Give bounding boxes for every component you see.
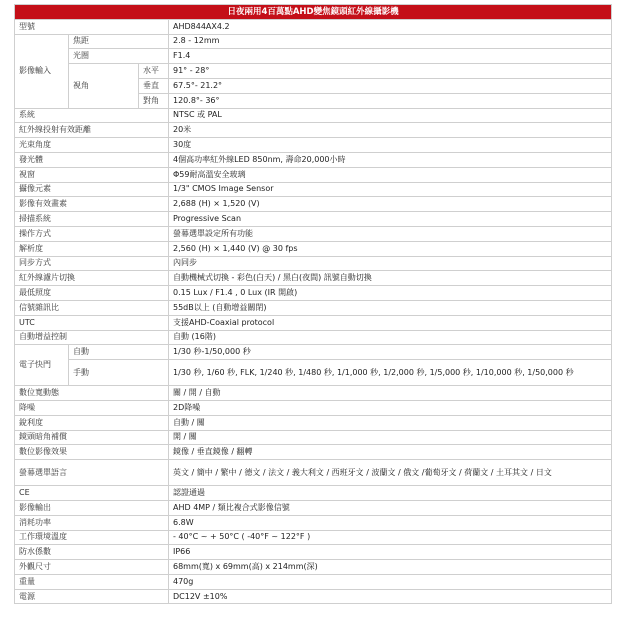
spec-label: 鏡頭暗角補償 bbox=[15, 430, 169, 445]
spec-value: 螢幕選單設定所有功能 bbox=[169, 226, 612, 241]
spec-value: 91° - 28° bbox=[169, 64, 612, 79]
spec-label: 消耗功率 bbox=[15, 515, 169, 530]
spec-row bbox=[15, 256, 612, 271]
spec-value: DC12V ±10% bbox=[169, 589, 612, 604]
spec-label: 信號雜訊比 bbox=[15, 300, 169, 315]
spec-row bbox=[15, 123, 612, 138]
spec-row bbox=[15, 530, 612, 545]
spec-value: 英文 / 簡中 / 繁中 / 德文 / 法文 / 義大利文 / 西班牙文 / 波蘭文 / 俄文 /葡萄牙文 / 荷蘭文 / 土耳其文 / 日文 bbox=[169, 460, 612, 486]
spec-group-label: 電子快門 bbox=[15, 345, 69, 386]
spec-row bbox=[15, 386, 612, 401]
spec-value: AHD844AX4.2 bbox=[169, 19, 612, 34]
spec-row bbox=[15, 430, 612, 445]
spec-row bbox=[15, 345, 612, 360]
spec-value: 開 / 關 bbox=[169, 430, 612, 445]
spec-group-label: 影像輸入 bbox=[15, 34, 69, 108]
page-title: 日夜兩用4百萬點AHD變焦鏡頭紅外線攝影機 bbox=[15, 5, 612, 20]
spec-label: 光束角度 bbox=[15, 138, 169, 153]
spec-value: 2,560 (H) × 1,440 (V) @ 30 fps bbox=[169, 241, 612, 256]
spec-row bbox=[15, 152, 612, 167]
spec-row bbox=[15, 271, 612, 286]
spec-row bbox=[15, 445, 612, 460]
spec-row bbox=[15, 560, 612, 575]
spec-row bbox=[15, 415, 612, 430]
spec-row bbox=[15, 286, 612, 301]
spec-sublabel: 自動 bbox=[69, 345, 169, 360]
spec-row bbox=[15, 226, 612, 241]
spec-row bbox=[15, 241, 612, 256]
spec-row bbox=[15, 138, 612, 153]
spec-row bbox=[15, 460, 612, 486]
spec-label: 型號 bbox=[15, 19, 169, 34]
spec-value: 30度 bbox=[169, 138, 612, 153]
spec-label: 解析度 bbox=[15, 241, 169, 256]
spec-row bbox=[15, 574, 612, 589]
spec-row bbox=[15, 589, 612, 604]
spec-value: 2D降噪 bbox=[169, 400, 612, 415]
spec-label: 同步方式 bbox=[15, 256, 169, 271]
spec-row bbox=[15, 330, 612, 345]
spec-value: 鏡像 / 垂直鏡像 / 翻轉 bbox=[169, 445, 612, 460]
spec-value: 關 / 開 / 自動 bbox=[169, 386, 612, 401]
spec-label: 電源 bbox=[15, 589, 169, 604]
spec-label: 工作環境溫度 bbox=[15, 530, 169, 545]
spec-value: 1/30 秒-1/50,000 秒 bbox=[169, 345, 612, 360]
spec-value: 67.5°- 21.2° bbox=[169, 78, 612, 93]
spec-label: 自動增益控制 bbox=[15, 330, 169, 345]
spec-label: 降噪 bbox=[15, 400, 169, 415]
spec-value: AHD 4MP / 類比複合式影像信號 bbox=[169, 500, 612, 515]
spec-value: 內同步 bbox=[169, 256, 612, 271]
spec-value: IP66 bbox=[169, 545, 612, 560]
spec-label: 數位寬動態 bbox=[15, 386, 169, 401]
spec-sublabel: 視角 bbox=[69, 64, 139, 108]
spec-value: F1.4 bbox=[169, 49, 612, 64]
spec-value: 4個高功率紅外線LED 850nm, 壽命20,000小時 bbox=[169, 152, 612, 167]
spec-label: 視窗 bbox=[15, 167, 169, 182]
spec-row bbox=[15, 486, 612, 501]
spec-value: 6.8W bbox=[169, 515, 612, 530]
spec-label: 外觀尺寸 bbox=[15, 560, 169, 575]
spec-row bbox=[15, 515, 612, 530]
spec-label: 影像輸出 bbox=[15, 500, 169, 515]
spec-value: 自動 / 關 bbox=[169, 415, 612, 430]
spec-value: 支援AHD-Coaxial protocol bbox=[169, 315, 612, 330]
spec-value: 0.15 Lux / F1.4 , 0 Lux (IR 開啟) bbox=[169, 286, 612, 301]
spec-label: 重量 bbox=[15, 574, 169, 589]
spec-value: 認證通過 bbox=[169, 486, 612, 501]
spec-label: 攝像元素 bbox=[15, 182, 169, 197]
spec-value: Φ59耐高溫安全玻璃 bbox=[169, 167, 612, 182]
spec-value: 自動機械式切換 - 彩色(白天) / 黑白(夜間) 訊號自動切換 bbox=[169, 271, 612, 286]
spec-row bbox=[15, 108, 612, 123]
spec-row bbox=[15, 167, 612, 182]
spec-value: 1/30 秒, 1/60 秒, FLK, 1/240 秒, 1/480 秒, 1/1,000 秒, 1/2,000 秒, 1/5,000 秒, 1/10,000 秒, 1/50,000 秒 bbox=[169, 360, 612, 386]
spec-label: 銳利度 bbox=[15, 415, 169, 430]
spec-value: 20米 bbox=[169, 123, 612, 138]
spec-label: 操作方式 bbox=[15, 226, 169, 241]
spec-subsublabel: 水平 bbox=[139, 64, 169, 79]
spec-label: 發光體 bbox=[15, 152, 169, 167]
spec-sublabel: 光圈 bbox=[69, 49, 169, 64]
spec-value: 120.8°- 36° bbox=[169, 93, 612, 108]
spec-value: 55dB以上 (自動增益關閉) bbox=[169, 300, 612, 315]
spec-label: CE bbox=[15, 486, 169, 501]
spec-label: 紅外線濾片切換 bbox=[15, 271, 169, 286]
spec-row bbox=[15, 182, 612, 197]
spec-value: 2.8 - 12mm bbox=[169, 34, 612, 49]
spec-row bbox=[15, 34, 612, 49]
spec-label: UTC bbox=[15, 315, 169, 330]
spec-table bbox=[14, 4, 612, 604]
spec-label: 影像有效畫素 bbox=[15, 197, 169, 212]
spec-sublabel: 焦距 bbox=[69, 34, 169, 49]
spec-value: NTSC 或 PAL bbox=[169, 108, 612, 123]
spec-row bbox=[15, 197, 612, 212]
spec-row bbox=[15, 49, 612, 64]
spec-row bbox=[15, 212, 612, 227]
title-row bbox=[15, 5, 612, 20]
spec-row bbox=[15, 300, 612, 315]
spec-row bbox=[15, 64, 612, 79]
spec-value: 470g bbox=[169, 574, 612, 589]
spec-label: 數位影像效果 bbox=[15, 445, 169, 460]
spec-value: Progressive Scan bbox=[169, 212, 612, 227]
spec-value: - 40°C ~ + 50°C ( -40°F ~ 122°F ) bbox=[169, 530, 612, 545]
spec-row bbox=[15, 315, 612, 330]
spec-label: 防水係數 bbox=[15, 545, 169, 560]
spec-label: 系統 bbox=[15, 108, 169, 123]
spec-sublabel: 手動 bbox=[69, 360, 169, 386]
spec-row bbox=[15, 545, 612, 560]
spec-row bbox=[15, 360, 612, 386]
spec-value: 2,688 (H) × 1,520 (V) bbox=[169, 197, 612, 212]
spec-label: 掃描系統 bbox=[15, 212, 169, 227]
spec-subsublabel: 垂直 bbox=[139, 78, 169, 93]
spec-label: 螢幕選單語言 bbox=[15, 460, 169, 486]
spec-value: 1/3" CMOS Image Sensor bbox=[169, 182, 612, 197]
spec-label: 最低照度 bbox=[15, 286, 169, 301]
spec-value: 68mm(寬) x 69mm(高) x 214mm(深) bbox=[169, 560, 612, 575]
spec-subsublabel: 對角 bbox=[139, 93, 169, 108]
spec-row bbox=[15, 19, 612, 34]
spec-sheet bbox=[14, 4, 611, 618]
spec-row bbox=[15, 500, 612, 515]
spec-row bbox=[15, 400, 612, 415]
spec-label: 紅外線投射有效距離 bbox=[15, 123, 169, 138]
spec-value: 自動 (16階) bbox=[169, 330, 612, 345]
